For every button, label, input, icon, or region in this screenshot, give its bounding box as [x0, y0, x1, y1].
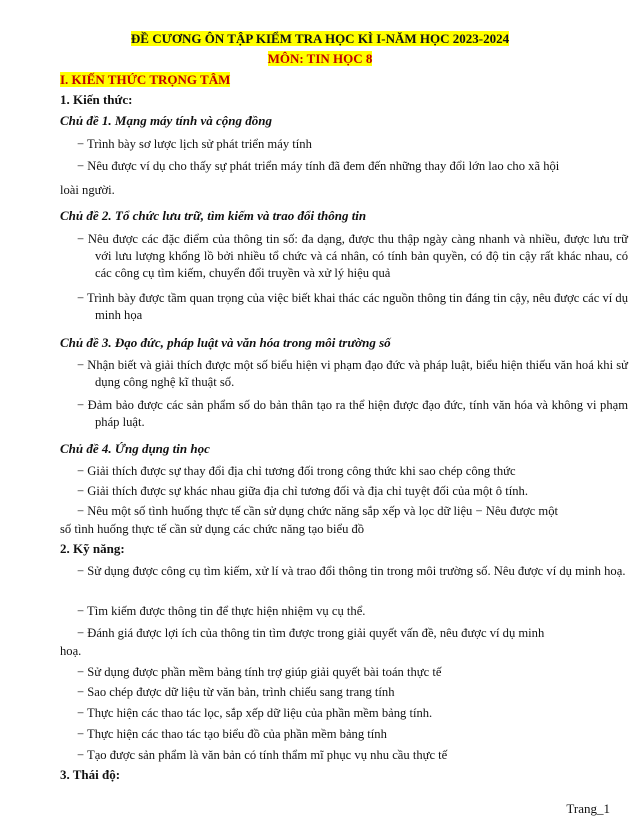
topic-1-title: Chủ đề 1. Mạng máy tính và cộng đồng	[60, 113, 273, 128]
skill-item-6: − Thực hiện các thao tác lọc, sắp xếp dữ liệu của phần mềm bảng tính.	[77, 706, 433, 720]
section-title: I. KIẾN THỨC TRỌNG TÂM	[60, 72, 231, 87]
skill-item-3-cont: hoạ.	[60, 644, 82, 658]
skill-item-7: − Thực hiện các thao tác tạo biểu đồ của phần mềm bảng tính	[77, 727, 387, 741]
topic-4-item-3: − Nêu một số tình huống thực tế cần sử dụng chức năng sắp xếp và lọc dữ liệu − Nêu được một	[77, 504, 558, 518]
page-number: Trang_1	[566, 801, 610, 816]
attitude-heading: 3. Thái độ:	[60, 767, 121, 782]
topic-3-item-2: − Đảm bảo được các sản phẩm số do bản thân tạo ra thể hiện được đạo đức, tính văn hóa và không vi phạm pháp luật.	[77, 398, 628, 429]
skill-item-1: − Sử dụng được công cụ tìm kiếm, xử lí và trao đổi thông tin trong môi trường số. Nêu được ví dụ minh hoạ.	[77, 564, 626, 578]
skill-item-5: − Sao chép được dữ liệu từ văn bản, trình chiếu sang trang tính	[77, 685, 395, 699]
topic-1-item-2-cont: loài người.	[60, 183, 115, 197]
topic-4-title: Chủ đề 4. Ứng dụng tin học	[60, 441, 210, 456]
topic-2-item-2: − Trình bày được tầm quan trọng của việc biết khai thác các nguồn thông tin đáng tin cậy, nêu được các ví dụ minh họa	[77, 291, 628, 322]
topic-3-item-1: − Nhận biết và giải thích được một số biểu hiện vi phạm đạo đức và pháp luật, biểu hiện thiếu văn hoá khi sử dụng công nghệ kĩ thuật số.	[77, 358, 628, 389]
topic-1-item-1: − Trình bày sơ lược lịch sử phát triển máy tính	[77, 137, 312, 151]
topic-4-item-1: − Giải thích được sự thay đổi địa chỉ tương đối trong công thức khi sao chép công thức	[77, 464, 516, 478]
topic-3-title: Chủ đề 3. Đạo đức, pháp luật và văn hóa trong môi trường số	[60, 335, 391, 350]
skill-item-8: − Tạo được sản phẩm là văn bản có tính thẩm mĩ phục vụ nhu cầu thực tế	[77, 748, 448, 762]
topic-1-item-2: − Nêu được ví dụ cho thấy sự phát triển máy tính đã đem đến những thay đổi lớn lao cho xã hội	[77, 159, 560, 173]
topic-2-title: Chủ đề 2. Tổ chức lưu trữ, tìm kiếm và trao đổi thông tin	[60, 208, 367, 223]
topic-2-item-1: − Nêu được các đặc điểm của thông tin số: đa dạng, được thu thập ngày càng nhanh và nhiều, được lưu trữ với lưu lượng khổng lồ bởi nhiều tổ chức và cá nhân, có tính bản quyền, có độ tin cậy rất khác nhau, có các công cụ tìm kiếm, chuyển đổi truyền và xử lý hiệu quả	[77, 232, 628, 280]
skill-item-3: − Đánh giá được lợi ích của thông tin tìm được trong giải quyết vấn đề, nêu được ví dụ minh	[77, 626, 545, 640]
knowledge-heading: 1. Kiến thức:	[60, 92, 133, 107]
skill-item-4: − Sử dụng được phần mềm bảng tính trợ giúp giải quyết bài toán thực tế	[77, 665, 442, 679]
document-subtitle: MÔN: TIN HỌC 8	[267, 51, 373, 66]
topic-4-item-2: − Giải thích được sự khác nhau giữa địa chỉ tương đối và địa chỉ tuyệt đối của một ô tính.	[77, 484, 528, 498]
topic-4-item-3-cont: số tình huống thực tế cần sử dụng các chức năng tạo biểu đồ	[60, 522, 365, 536]
document-title: ĐỀ CƯƠNG ÔN TẬP KIỂM TRA HỌC KÌ I-NĂM HỌC 2023-2024	[130, 31, 510, 46]
skills-heading: 2. Kỹ năng:	[60, 541, 125, 556]
skill-item-2: − Tìm kiếm được thông tin để thực hiện nhiệm vụ cụ thể.	[77, 604, 366, 618]
